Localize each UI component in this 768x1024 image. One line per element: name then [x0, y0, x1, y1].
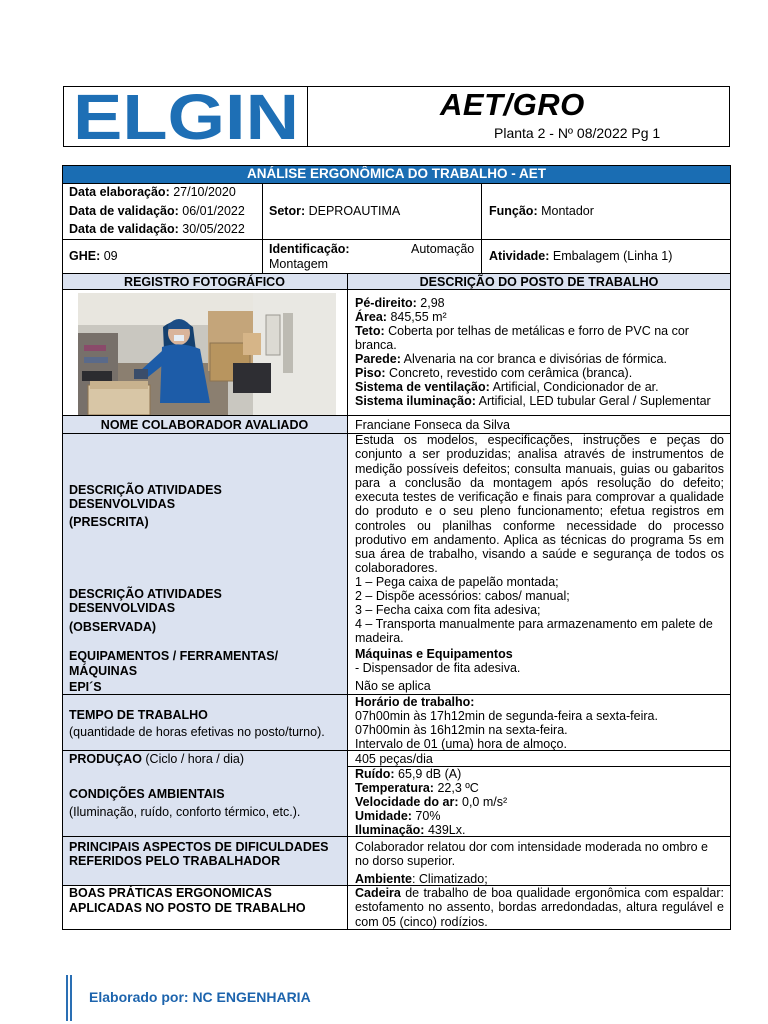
registro-fotografico-header: REGISTRO FOTOGRÁFICO — [124, 275, 285, 289]
posto-pe-direito: Pé-direito: 2,98 — [355, 296, 445, 310]
epi-value: Não se aplica — [355, 679, 431, 693]
producao-value: 405 peças/dia — [355, 752, 433, 766]
tempo-sub: (quantidade de horas efetivas no posto/turno). — [69, 725, 325, 739]
boas-label-1: BOAS PRÁTICAS ERGONOMICAS — [69, 886, 272, 900]
banner: ANÁLISE ERGONÔMICA DO TRABALHO - AET — [62, 165, 731, 183]
posto-teto-cont: branca. — [355, 338, 397, 352]
dificuldades-line-1: Colaborador relatou dor com intensidade moderada no ombro e — [355, 840, 708, 854]
svg-text:ELGIN: ELGIN — [73, 89, 299, 145]
tempo-line-2: 07h00min às 16h12min na sexta-feira. — [355, 723, 568, 737]
ghe: GHE: 09 — [69, 249, 118, 263]
tempo-line-1: 07h00min às 17h12min de segunda-feira a sexta-feira. — [355, 709, 658, 723]
producao-label: PRODUÇAO (Ciclo / hora / dia) — [69, 752, 245, 766]
condicao-umidade: Umidade: 70% — [355, 809, 441, 823]
epi-label: EPI´S — [69, 680, 102, 694]
observada-item-3: 3 – Fecha caixa com fita adesiva; — [355, 603, 541, 617]
observada-item-4: 4 – Transporta manualmente para armazenamento em palete de — [355, 617, 713, 631]
boas-label-2: APLICADAS NO POSTO DE TRABALHO — [69, 901, 306, 915]
observada-item-5: madeira. — [355, 631, 404, 645]
boas-cadeira: Cadeira de trabalho de boa qualidade ergonômica com espaldar: estofamento no assento, bordas arredondadas, altura regulável e com 05 (cinco) rodízios. — [355, 886, 724, 929]
funcao: Função: Montador — [489, 204, 594, 218]
posto-parede: Parede: Alvenaria na cor branca e divisórias de fórmica. — [355, 352, 667, 366]
dificuldades-line-2: no dorso superior. — [355, 854, 456, 868]
dificuldades-label-2: REFERIDOS PELO TRABALHADOR — [69, 854, 281, 868]
workstation-photo — [78, 293, 336, 415]
tempo-line-3: Intervalo de 01 (uma) hora de almoço. — [355, 737, 567, 751]
posto-iluminacao: Sistema iluminação: Artificial, LED tubular Geral / Suplementar — [355, 394, 711, 408]
nome-value: Franciane Fonseca da Silva — [355, 418, 510, 432]
atividade: Atividade: Embalagem (Linha 1) — [489, 249, 673, 263]
condicao-ruido: Ruído: 65,9 dB (A) — [355, 767, 462, 781]
observada-label-3: (OBSERVADA) — [69, 620, 157, 634]
equip-label-2: MÁQUINAS — [69, 664, 138, 678]
prescrita-label-1: DESCRIÇÃO ATIVIDADES — [69, 483, 222, 497]
equip-label-1: EQUIPAMENTOS / FERRAMENTAS/ — [69, 649, 279, 663]
document-header — [63, 86, 730, 147]
condicoes-label: CONDIÇÕES AMBIENTAIS — [69, 787, 225, 801]
data-validacao-1: Data de validação: 06/01/2022 — [69, 204, 245, 218]
tempo-label: TEMPO DE TRABALHO — [69, 708, 208, 722]
nome-label: NOME COLABORADOR AVALIADO — [100, 418, 309, 432]
descricao-posto-header: DESCRIÇÃO DO POSTO DE TRABALHO — [419, 275, 659, 289]
tempo-title: Horário de trabalho: — [355, 695, 475, 709]
condicoes-sub: (Iluminação, ruído, conforto térmico, etc.). — [69, 805, 301, 819]
observada-label-1: DESCRIÇÃO ATIVIDADES — [69, 587, 222, 601]
dificuldades-label-1: PRINCIPAIS ASPECTOS DE DIFICULDADES — [69, 840, 329, 854]
prescrita-text: Estuda os modelos, especificações, instruções e peças do conjunto a ser produzidas; analisa através de instrumentos de medição possíveis defeitos; consulta manuais, guias ou gabaritos para a conclusão da montagem após resolução do defeito; executa testes de verificação e finais para comprovar a qualidade do produto e o seu pleno funcionamento; efetua registros em controles ou planilhas conforme necessidade do processo produtivo em andamento. Aplica as técnicas do programa 5s em sua área de trabalho, visando a saúde e segurança de todos os colaboradores. — [355, 433, 724, 576]
observada-item-2: 2 – Dispõe acessórios: cabos/ manual; — [355, 589, 570, 603]
elgin-logo — [70, 89, 302, 145]
data-validacao-2: Data de validação: 30/05/2022 — [69, 222, 245, 236]
observada-item-1: 1 – Pega caixa de papelão montada; — [355, 575, 559, 589]
data-elaboracao: Data elaboração: 27/10/2020 — [69, 185, 236, 199]
setor: Setor: DEPROAUTIMA — [269, 204, 401, 218]
posto-ventilacao: Sistema de ventilação: Artificial, Condicionador de ar. — [355, 380, 659, 394]
footer-bars — [66, 975, 74, 1021]
prescrita-label-2: DESENVOLVIDAS — [69, 497, 176, 511]
identificacao-value-2: Montagem — [269, 257, 329, 271]
equip-value: - Dispensador de fita adesiva. — [355, 661, 521, 675]
equip-title: Máquinas e Equipamentos — [355, 647, 513, 661]
doc-subtitle: Planta 2 - Nº 08/2022 Pg 1 — [494, 125, 661, 141]
condicao-velocidade-ar: Velocidade do ar: 0,0 m/s² — [355, 795, 508, 809]
observada-label-2: DESENVOLVIDAS — [69, 601, 176, 615]
condicao-iluminacao: Iluminação: 439Lx. — [355, 823, 466, 837]
posto-piso: Piso: Concreto, revestido com cerâmica (branca). — [355, 366, 633, 380]
footer-label: Elaborado por: NC ENGENHARIA — [89, 989, 311, 1005]
identificacao-value-1: Automação — [411, 242, 475, 256]
aet-table — [62, 165, 731, 930]
condicao-temperatura: Temperatura: 22,3 ºC — [355, 781, 479, 795]
posto-teto: Teto: Coberta por telhas de metálicas e forro de PVC na cor — [355, 324, 689, 338]
identificacao: Identificação: — [269, 242, 350, 256]
boas-ambiente: Ambiente: Climatizado; — [355, 872, 488, 886]
logo-cell — [64, 87, 308, 146]
posto-area: Área: 845,55 m² — [355, 310, 447, 324]
prescrita-label-3: (PRESCRITA) — [69, 515, 149, 529]
doc-title: AET/GRO — [440, 87, 585, 122]
